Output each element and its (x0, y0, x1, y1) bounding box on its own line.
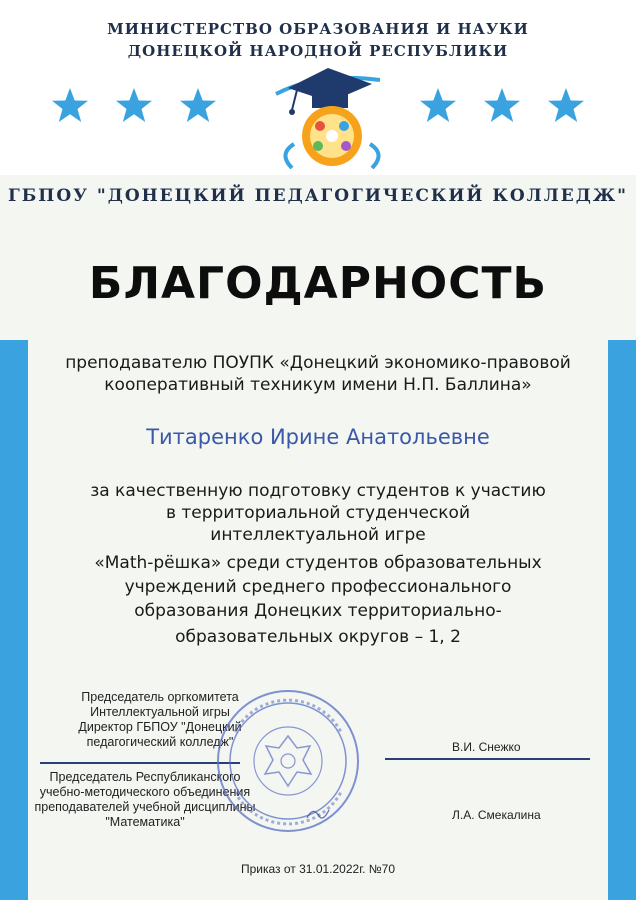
signature-1-line: Председатель оргкомитета (81, 690, 239, 704)
document-title: БЛАГОДАРНОСТЬ (88, 258, 548, 309)
signature-line-1 (385, 758, 590, 760)
reason-line: за качественную подготовку студентов к участию (90, 481, 546, 501)
signer-1-name: В.И. Снежко (452, 740, 521, 754)
reason-line: в территориальной студенческой (165, 503, 471, 523)
reason-line: учреждений среднего профессионального (124, 577, 512, 597)
star-icon (546, 86, 586, 126)
college-seal (215, 688, 361, 834)
signature-2-line: учебно-методического объединения (39, 785, 251, 799)
signature-2-line: Председатель Республиканского (49, 770, 241, 784)
signature-1-line: Директор ГБПОУ "Донецкий (78, 720, 242, 734)
signature-2-line: преподавателей учебной дисциплины (34, 800, 256, 814)
recipient-line-2: кооперативный техникум имени Н.П. Баллина» (104, 375, 532, 395)
signature-2-line: "Математика" (105, 815, 185, 829)
star-icon (114, 86, 154, 126)
star-icon (418, 86, 458, 126)
reason-line: образовательных округов – 1, 2 (175, 627, 461, 647)
signature-1-line: Интеллектуальной игры (90, 705, 230, 719)
college-name: ГБПОУ "ДОНЕЦКИЙ ПЕДАГОГИЧЕСКИЙ КОЛЛЕДЖ" (8, 186, 628, 206)
reason-line: интеллектуальной игре (210, 525, 426, 545)
recipient-line-1: преподавателю ПОУПК «Донецкий экономико-правовой (65, 353, 571, 373)
recipient-name: Титаренко Ирине Анатольевне (146, 425, 490, 449)
star-icon (50, 86, 90, 126)
signature-1-line: педагогический колледж" (86, 735, 234, 749)
signer-2-name: Л.А. Смекалина (452, 808, 541, 822)
reason-line: образования Донецких территориально- (134, 601, 502, 621)
ministry-line-1: МИНИСТЕРСТВО ОБРАЗОВАНИЯ И НАУКИ (107, 20, 529, 38)
order-reference: Приказ от 31.01.2022г. №70 (241, 862, 395, 876)
graduation-cap-globe-logo (268, 58, 400, 176)
reason-line: «Math-рёшка» среди студентов образовательных (94, 553, 542, 573)
ministry-line-2: ДОНЕЦКОЙ НАРОДНОЙ РЕСПУБЛИКИ (127, 42, 509, 60)
signature-line-2-left (40, 762, 240, 764)
star-icon (178, 86, 218, 126)
star-icon (482, 86, 522, 126)
